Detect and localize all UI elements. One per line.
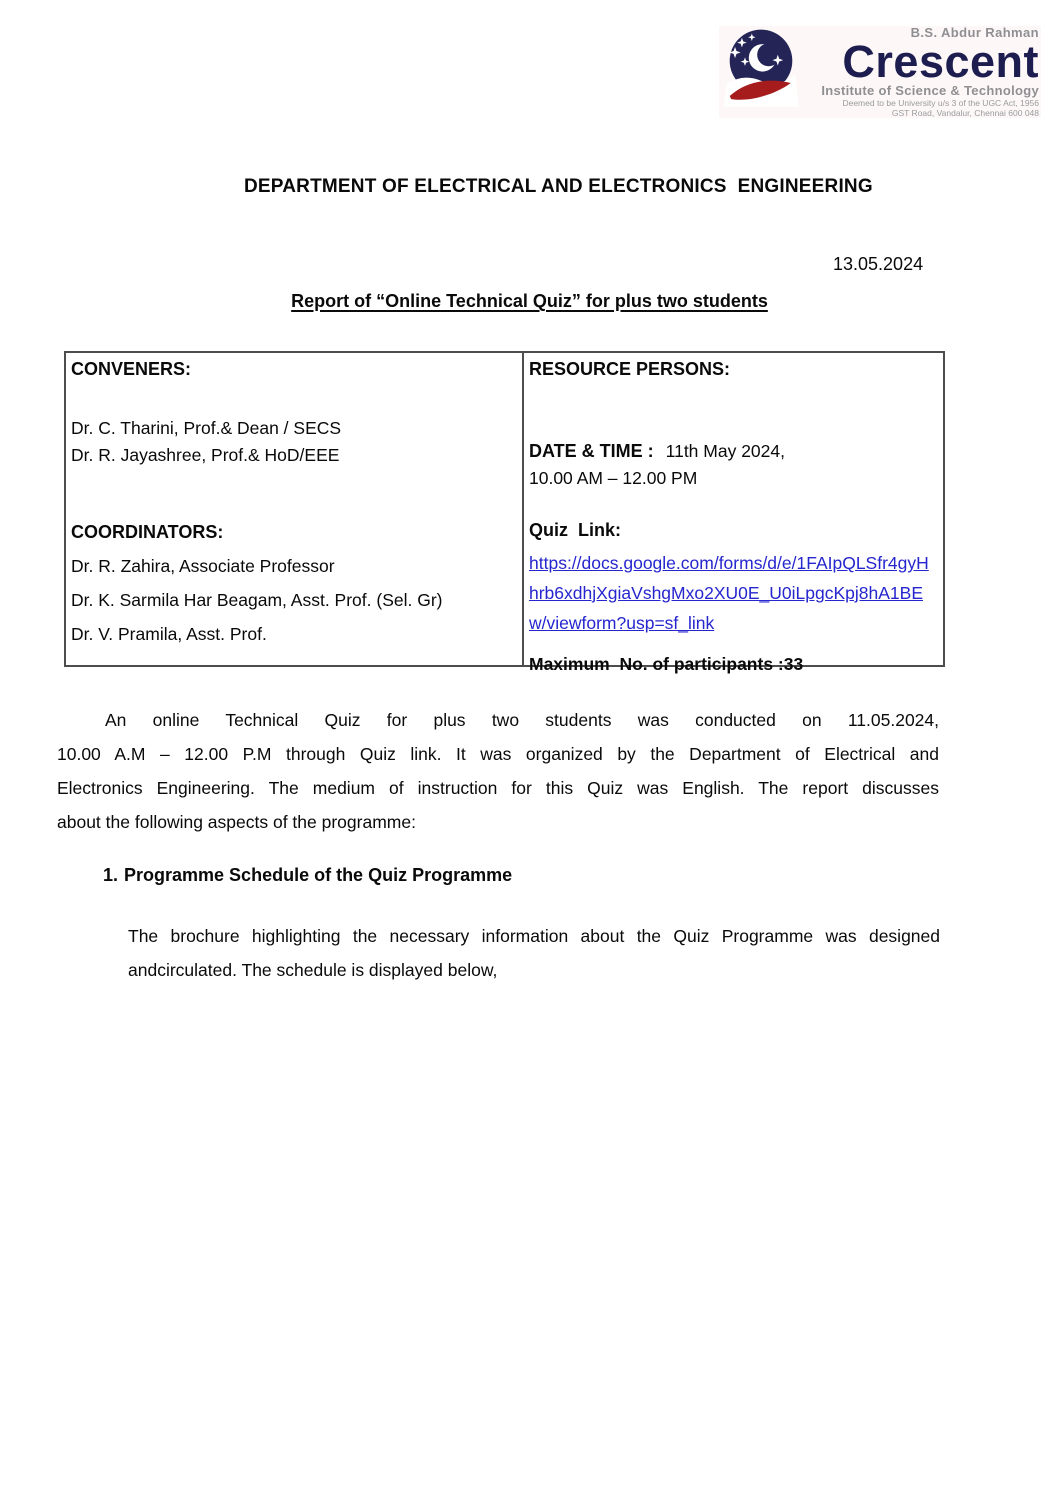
institute-logo: [719, 26, 1041, 118]
institute-logo-text: [803, 26, 1041, 118]
paragraph-line: The brochure highlighting the necessary information about the Quiz Programme was designed: [128, 926, 940, 946]
report-date: 13.05.2024: [833, 254, 924, 274]
institute-deemed-line: Deemed to be University u/s 3 of the UGC Act, 1956: [842, 98, 1039, 108]
quiz-link[interactable]: https://docs.google.com/forms/d/e/1FAIpQLSfr4gyHhrb6xdhjXgiaVshgMxo2XU0E_U0iLpgcKpj8hA1BEw/viewform?usp=sf_link: [529, 553, 929, 633]
section-number: 1.: [103, 865, 119, 885]
section-title: Programme Schedule of the Quiz Programme: [124, 865, 513, 885]
date-time-value-line2: 10.00 AM – 12.00 PM: [529, 468, 698, 488]
date-time-line: [529, 438, 937, 465]
institute-subtitle: Institute of Science & Technology: [821, 83, 1039, 98]
convener-name: Dr. C. Tharini, Prof.& Dean / SECS: [71, 418, 342, 438]
paragraph-line: andcirculated. The schedule is displayed below,: [128, 960, 498, 980]
coordinator-name: Dr. R. Zahira, Associate Professor: [71, 556, 335, 576]
paragraph-line: about the following aspects of the programme:: [57, 812, 416, 832]
date-time-label: DATE & TIME :: [529, 441, 654, 461]
resource-persons-heading: RESOURCE PERSONS:: [529, 359, 731, 379]
report-title: Report of “Online Technical Quiz” for plus two students: [291, 291, 768, 311]
event-info-table: [64, 351, 945, 674]
coordinator-name: Dr. V. Pramila, Asst. Prof.: [71, 624, 267, 644]
institute-brand-name: Crescent: [842, 36, 1039, 87]
crescent-emblem-icon: [719, 26, 803, 108]
intro-paragraph: [57, 703, 939, 839]
quiz-link-label: Quiz Link:: [529, 520, 621, 540]
paragraph-line: 10.00 A.M – 12.00 P.M through Quiz link. It was organized by the Department of Electrical and: [57, 744, 939, 764]
paragraph-line: Electronics Engineering. The medium of instruction for this Quiz was English. The report discusses: [57, 778, 939, 798]
section-heading-programme-schedule: [103, 865, 512, 886]
date-time-value: 11th May 2024,: [665, 441, 785, 461]
brochure-paragraph: [128, 919, 940, 987]
coordinator-name: Dr. K. Sarmila Har Beagam, Asst. Prof. (Sel. Gr): [71, 590, 443, 610]
institute-founder-name: B.S. Abdur Rahman: [910, 25, 1039, 40]
convener-name: Dr. R. Jayashree, Prof.& HoD/EEE: [71, 445, 340, 465]
coordinators-heading: COORDINATORS:: [71, 522, 224, 542]
resource-details-cell: [524, 353, 943, 674]
institute-address-line: GST Road, Vandalur, Chennai 600 048: [891, 108, 1039, 118]
paragraph-line: An online Technical Quiz for plus two students was conducted on 11.05.2024,: [105, 710, 939, 730]
max-participants: Maximum No. of participants :33: [529, 654, 804, 674]
conveners-heading: CONVENERS:: [71, 359, 192, 379]
conveners-coordinators-cell: [66, 353, 524, 665]
department-heading: DEPARTMENT OF ELECTRICAL AND ELECTRONICS ENGINEERING: [244, 176, 873, 197]
